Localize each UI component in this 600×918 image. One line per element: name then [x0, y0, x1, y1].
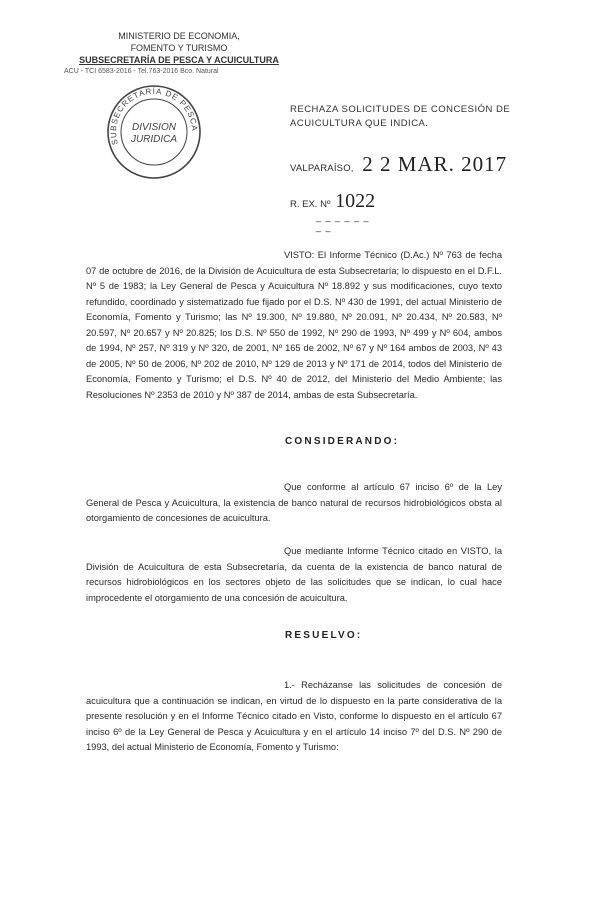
resolution-underline: _ _ _ _ _ _ _ _: [316, 212, 370, 232]
date-label: VALPARAÍSO,: [290, 163, 354, 174]
stamp-division-text: DIVISION: [132, 122, 176, 133]
resolution-number-line: [290, 190, 376, 232]
ministry-name: MINISTERIO DE ECONOMIA,: [118, 31, 240, 41]
considerando-heading: CONSIDERANDO:: [285, 436, 400, 447]
visto-text: VISTO: El Informe Técnico (D.Ac.) Nº 763 de fecha 07 de octubre de 2016, de la División de Acuicultura de esta Subsecretaría; lo dispuesto en el D.F.L. Nº 5 de 1983; la Ley General de Pesca y Acuicultura Nº 18.892 y sus modificaciones, cuyo texto refundido, coordinado y sistematizado fue fijado por el D.S. Nº 430 de 1991, del actual Ministerio de Economía, Fomento y Turismo; las Nº 19.300, Nº 19.880, Nº 20.091, Nº 20.434, Nº 20.583, Nº 20.597, Nº 20.657 y Nº 20.825; los D.S. Nº 550 de 1992, Nº 290 de 1993, Nº 499 y Nº 604, ambos de 1994, Nº 257, Nº 319 y Nº 320, de 2001, Nº 165 de 2002, Nº 67 y Nº 164 ambos de 2003, Nº 43 de 2005, Nº 50 de 2006, Nº 202 de 2010, Nº 129 de 2013 y Nº 171 de 2014, todos del Ministerio de Economía, Fomento y Turismo; el D.S. Nº 40 de 2012, del Ministerio del Medio Ambiente; las Resoluciones Nº 2353 de 2010 y Nº 387 de 2014, ambas de esta Subsecretaría.: [86, 250, 502, 400]
division-juridica-stamp: [104, 82, 204, 182]
resolution-number: 1022: [335, 190, 376, 212]
file-reference: ACU - TCI 6583-2016 - Tel.763-2016 Bco. Natural: [64, 68, 219, 75]
considerando-1-text: Que conforme al artículo 67 inciso 6º de la Ley General de Pesca y Acuicultura, la existencia de banco natural de recursos hidrobiológicos obsta al otorgamiento de concesiones de acuicultura.: [86, 482, 502, 523]
date-value: 2 2 MAR. 2017: [362, 152, 508, 176]
considerando-2-paragraph: [86, 544, 502, 606]
resuelvo-heading: RESUELVO:: [285, 630, 363, 641]
ministry-name-2: FOMENTO Y TURISMO: [130, 43, 228, 53]
stamp-outer-text: SUBSECRETARÍA DE PESCA: [108, 86, 200, 146]
letterhead: [64, 30, 294, 78]
stamp-juridica-text: JURIDICA: [130, 134, 178, 145]
resolution-subject: RECHAZA SOLICITUDES DE CONCESIÓN DE ACUICULTURA QUE INDICA.: [290, 104, 511, 129]
resolution-label: R. EX. Nº: [290, 199, 331, 210]
considerando-1-paragraph: [86, 480, 502, 527]
considerando-2-text: Que mediante Informe Técnico citado en VISTO, la División de Acuicultura de esta Subsecretaría, da cuenta de la existencia de banco natural de recursos hidrobiológicos en los sectores objeto de las solicitudes que se indican, lo cual hace improcedente el otorgamiento de una concesión de acuicultura.: [86, 546, 502, 603]
subsecretary-name: SUBSECRETARÍA DE PESCA Y ACUICULTURA: [79, 55, 279, 65]
date-line: [290, 152, 507, 177]
visto-paragraph: [86, 248, 502, 403]
resuelvo-1-paragraph: [86, 678, 502, 756]
resuelvo-1-text: 1.- Recházanse las solicitudes de concesión de acuicultura que a continuación se indican, en virtud de lo dispuesto en la parte considerativa de la presente resolución y en el Informe Técnico citado en Visto, conforme lo dispuesto en el artículo 67 inciso 6º de la Ley General de Pesca y Acuicultura y en el artículo 14 inciso 7º del D.S. Nº 290 de 1993, del actual Ministerio de Economía, Fomento y Turismo:: [86, 680, 502, 752]
